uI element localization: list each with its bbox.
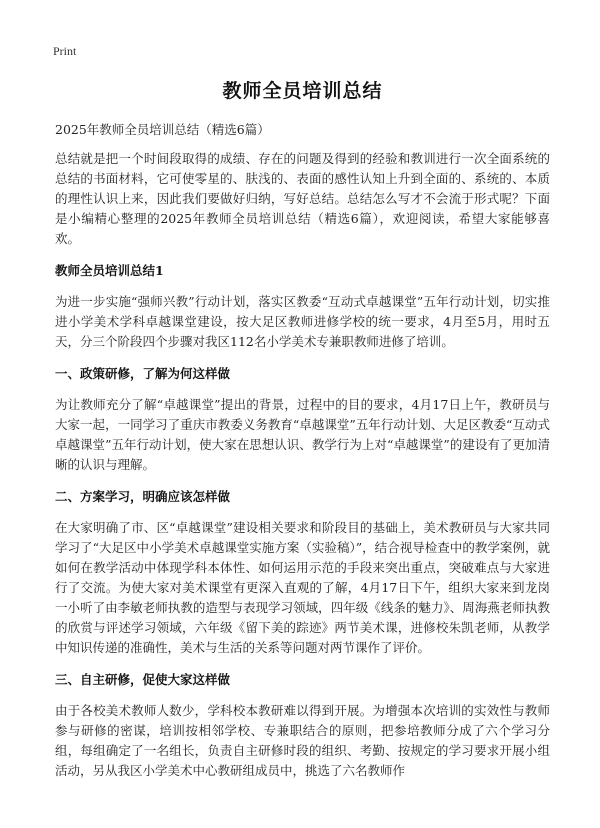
section-paragraph-3: 由于各校美术教师人数少，学科校本教研难以得到开展。为增强本次培训的实效性与教师参与研修的密谋，培训按相邻学校、专兼职结合的原则，把参培教师分成了六个学习分组，每组确定了一名组长，负责自主研修时段的组织、考勤、按规定的学习要求开展小组活动，另从我区小学美术中心教研组成员中，挑选了六名教师作 — [55, 703, 550, 778]
section-heading-2: 二、方案学习，明确应该怎样做 — [55, 489, 231, 504]
article-intro-paragraph: 为进一步实施“强师兴教”行动计划，落实区教委“互动式卓越课堂”五年行动计划，切实推进小学美术学科卓越课堂建设，按大足区教师进修学校的统一要求，4月至5月，用时五天，分三个阶段四个步骤对我区112名小学美术专兼职教师进修了培训。 — [55, 294, 550, 349]
document-body — [55, 76, 550, 793]
intro-paragraph: 总结就是把一个时间段取得的成绩、存在的问题及得到的经验和教训进行一次全面系统的总结的书面材料，它可使零星的、肤浅的、表面的感性认知上升到全面的、系统的、本质的理性认识上来，因此我们要做好归纳，写好总结。总结怎么写才不会流于形式呢？下面是小编精心整理的2025年教师全员培训总结（精选6篇），欢迎阅读，希望大家能够喜欢。 — [55, 151, 550, 246]
article-heading: 教师全员培训总结1 — [55, 263, 164, 278]
section-paragraph-1: 为让教师充分了解“卓越课堂”提出的背景，过程中的目的要求，4月17日上午，教研员与大家一起，一同学习了重庆市教委义务教育“卓越课堂”五年行动计划、大足区教委“互动式卓越课堂”五年行动计划，使大家在思想认识、教学行为上对“卓越课堂”的建设有了更加清晰的认识与理解。 — [55, 397, 550, 472]
page-title: 教师全员培训总结 — [222, 80, 383, 102]
section-paragraph-2: 在大家明确了市、区“卓越课堂”建设相关要求和阶段目的基础上，美术教研员与大家共同学习了“大足区中小学美术卓越课堂实施方案（实验稿）”，结合视导检查中的教学案例，就如何在教学活动中体现学科本体性、如何运用示范的手段来突出重点，突破难点与大家进行了交流。为使大家对美术课堂有更深入直观的了解，4月17日下午，组织大家来到龙岗一小听了由李敏老师执教的造型与表现学习领域，四年级《线条的魅力》、周海燕老师执教的欣赏与评述学习领域，六年级《留下美的踪迹》两节美术课，进修校朱凯老师，从教学中知识传递的准确性，美术与生活的关系等问题对两节课作了评价。 — [55, 520, 550, 655]
document-subtitle: 2025年教师全员培训总结（精选6篇） — [55, 122, 270, 137]
section-heading-3: 三、自主研修，促使大家这样做 — [55, 672, 231, 687]
section-heading-1: 一、政策研修，了解为何这样做 — [55, 366, 231, 381]
print-link[interactable]: Print — [53, 44, 77, 58]
